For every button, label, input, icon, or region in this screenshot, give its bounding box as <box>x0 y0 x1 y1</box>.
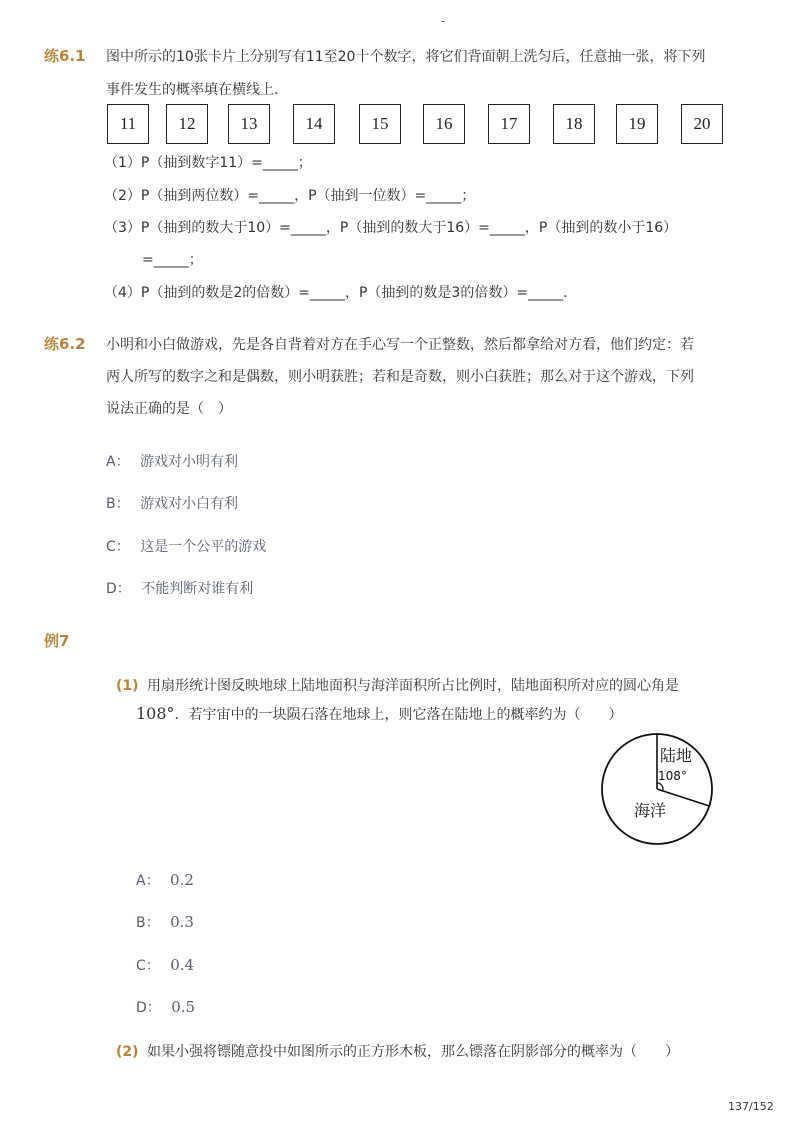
question-text-line: 用扇形统计图反映地球上陆地面积与海洋面积所占比例时，陆地面积所对应的圆心角是 <box>147 678 679 694</box>
answer-option[interactable] <box>106 451 238 471</box>
exercise-label: 练6.1 <box>44 47 86 65</box>
option-key: A： <box>136 873 160 889</box>
part-number: (2) <box>116 1044 139 1060</box>
land-label: 陆地 <box>660 746 693 765</box>
number-card: 19 <box>616 104 658 144</box>
answer-option[interactable] <box>106 578 253 598</box>
exercise-label: 练6.2 <box>44 335 86 353</box>
question-text: ．若宇宙中的一块陨石落在地球上，则它落在陆地上的概率约为（ ） <box>174 707 623 723</box>
question-text-line: 如果小强将镖随意投中如图所示的正方形木板，那么镖落在阴影部分的概率为（ ） <box>147 1044 679 1060</box>
angle-label: 108° <box>658 769 687 783</box>
answer-option[interactable] <box>136 997 195 1017</box>
question-part-2 <box>116 1041 679 1061</box>
sub-question: （4）P（抽到的数是2的倍数）=_____，P（抽到的数是3的倍数）=_____． <box>104 285 578 301</box>
question-part-1 <box>116 675 679 695</box>
option-text: 0.5 <box>171 998 196 1016</box>
option-text: 0.2 <box>170 871 194 889</box>
option-key: B： <box>136 915 160 931</box>
number-card: 20 <box>681 104 723 144</box>
number-card: 11 <box>107 104 149 144</box>
number-card: 16 <box>423 104 465 144</box>
ocean-label: 海洋 <box>634 801 667 820</box>
option-text: 不能判断对谁有利 <box>141 581 254 597</box>
number-card: 17 <box>488 104 530 144</box>
header-dash: - <box>441 14 446 28</box>
answer-option[interactable] <box>106 536 266 556</box>
question-text-line: 两人所写的数字之和是偶数，则小明获胜；若和是奇数，则小白获胜；那么对于这个游戏，下列 <box>106 369 694 385</box>
question-text-line: 说法正确的是（ ） <box>106 401 232 417</box>
sub-question: =_____； <box>142 252 203 268</box>
land-ocean-pie-chart <box>598 730 716 848</box>
option-key: C： <box>136 958 160 974</box>
part-number: (1) <box>116 678 139 694</box>
sub-question: （1）P（抽到数字11）=_____； <box>104 155 312 171</box>
option-key: D： <box>106 581 131 597</box>
question-text-line-2 <box>136 704 623 724</box>
answer-option[interactable] <box>136 870 194 890</box>
angle-value: 108° <box>136 704 175 723</box>
option-key: C： <box>106 539 130 555</box>
option-text: 游戏对小白有利 <box>140 496 239 512</box>
number-card: 15 <box>359 104 401 144</box>
example-label: 例7 <box>44 632 70 650</box>
page-number: 137/152 <box>728 1100 774 1113</box>
number-card: 13 <box>228 104 270 144</box>
answer-option[interactable] <box>136 912 194 932</box>
number-card: 14 <box>293 104 335 144</box>
sub-question: （3）P（抽到的数大于10）=_____，P（抽到的数大于16）=_____，P（抽到的数小于16） <box>104 220 678 236</box>
option-text: 游戏对小明有利 <box>140 454 239 470</box>
sub-question: （2）P（抽到两位数）=_____，P（抽到一位数）=_____； <box>104 188 476 204</box>
option-key: D： <box>136 1000 161 1016</box>
question-text-line: 小明和小白做游戏，先是各自背着对方在手心写一个正整数，然后都拿给对方看，他们约定：若 <box>106 337 694 353</box>
number-card: 18 <box>553 104 595 144</box>
option-key: A： <box>106 454 130 470</box>
answer-option[interactable] <box>106 493 238 513</box>
question-text-line: 事件发生的概率填在横线上． <box>106 82 288 98</box>
question-text-line: 图中所示的10张卡片上分别写有11至20十个数字，将它们背面朝上洗匀后，任意抽一张，将下列 <box>106 49 706 65</box>
answer-option[interactable] <box>136 955 194 975</box>
number-card: 12 <box>166 104 208 144</box>
option-text: 这是一个公平的游戏 <box>140 539 267 555</box>
option-key: B： <box>106 496 130 512</box>
option-text: 0.4 <box>170 956 195 974</box>
option-text: 0.3 <box>170 913 194 931</box>
